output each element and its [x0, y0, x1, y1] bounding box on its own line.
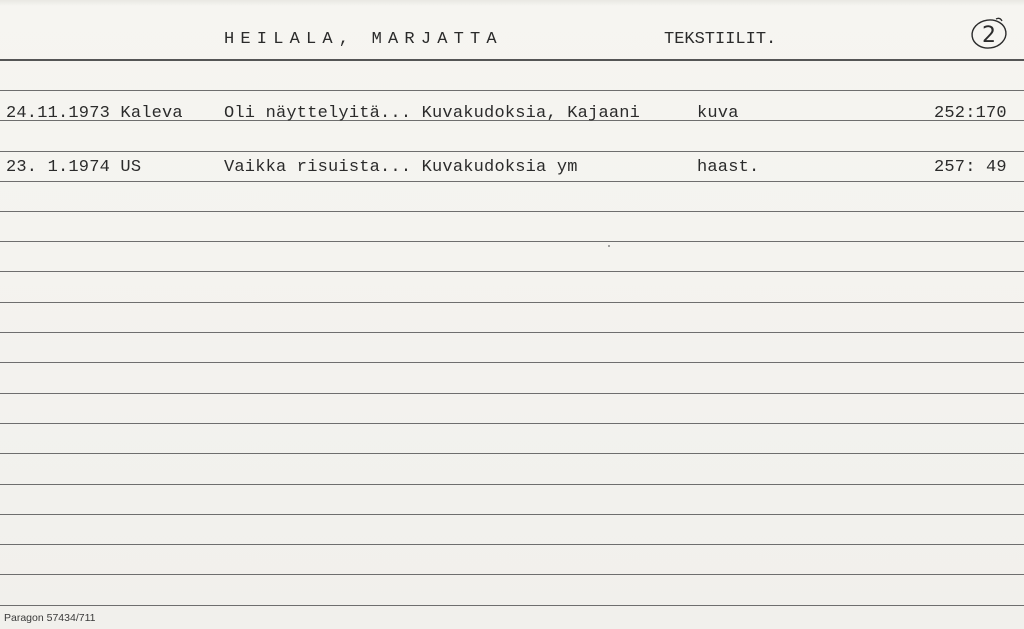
printer-code: Paragon 57434/711: [4, 612, 96, 624]
entry-date-source: 24.11.1973 Kaleva: [6, 104, 183, 123]
ruled-line: [0, 423, 1024, 424]
entry-type: haast.: [697, 158, 760, 177]
entry-title: Oli näyttelyitä... Kuvakudoksia, Kajaani: [224, 104, 641, 123]
ruled-line: [0, 332, 1024, 333]
paper-speck: [608, 245, 610, 247]
ruled-line: [0, 362, 1024, 363]
ruled-line: [0, 514, 1024, 515]
header-rule: [0, 59, 1024, 61]
entry-title: Vaikka risuista... Kuvakudoksia ym: [224, 158, 578, 177]
ruled-line: [0, 544, 1024, 545]
ruled-line: [0, 302, 1024, 303]
handwritten-circle-icon: [969, 15, 1009, 51]
ruled-line: [0, 574, 1024, 575]
card-number-text: 2: [982, 23, 996, 48]
scan-edge-shadow: [0, 0, 1024, 6]
card-header-category: TEKSTIILIT.: [664, 30, 777, 49]
ruled-line: [0, 453, 1024, 454]
ruled-line: [0, 181, 1024, 182]
ruled-line: [0, 151, 1024, 152]
card-header-name: HEILALA, MARJATTA: [224, 30, 503, 49]
ruled-line: [0, 605, 1024, 606]
entry-reference: 257: 49: [934, 158, 1007, 177]
ruled-line: [0, 393, 1024, 394]
ruled-line: [0, 241, 1024, 242]
entry-reference: 252:170: [934, 104, 1007, 123]
entry-type: kuva: [697, 104, 739, 123]
ruled-line: [0, 484, 1024, 485]
entry-date-source: 23. 1.1974 US: [6, 158, 142, 177]
ruled-line: [0, 271, 1024, 272]
card-number-circled: [969, 15, 1009, 51]
ruled-line: [0, 90, 1024, 91]
ruled-line: [0, 211, 1024, 212]
